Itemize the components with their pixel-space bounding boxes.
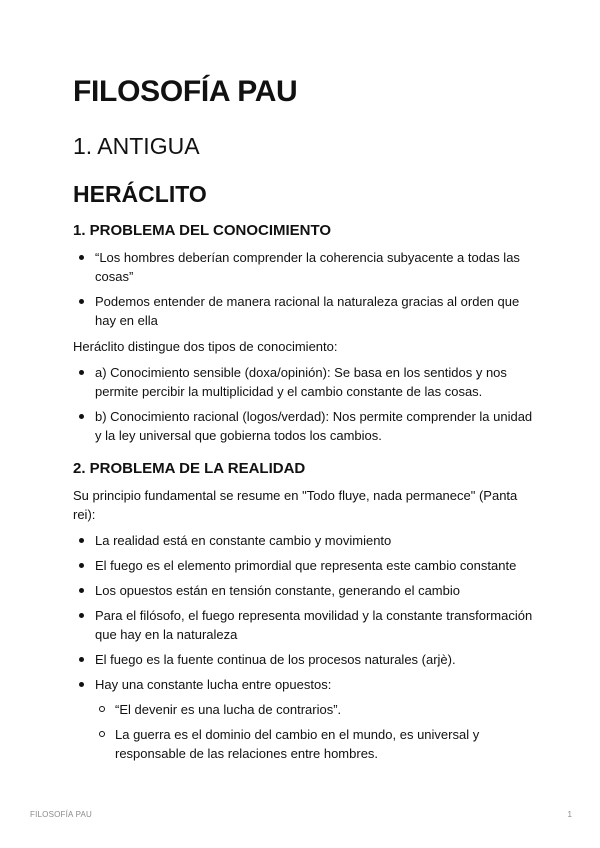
sub-list-item: La guerra es el dominio del cambio en el mundo, es universal y responsable de las relaciones entre hombres. xyxy=(95,725,533,763)
page-number: 1 xyxy=(567,810,572,819)
author-title: HERÁCLITO xyxy=(73,181,207,207)
document-title: FILOSOFÍA PAU xyxy=(73,75,298,108)
list-item: La realidad está en constante cambio y movimiento xyxy=(73,531,533,550)
document-body xyxy=(73,72,533,763)
part-title: 1. ANTIGUA xyxy=(73,133,200,159)
knowledge-types-list xyxy=(73,363,533,445)
footer-title: FILOSOFÍA PAU xyxy=(30,810,93,819)
list-item: El fuego es la fuente continua de los procesos naturales (arjè). xyxy=(73,650,533,669)
list-item: Podemos entender de manera racional la naturaleza gracias al orden que hay en ella xyxy=(73,292,533,330)
list-item-opuestos xyxy=(73,675,533,763)
list-item: Para el filósofo, el fuego representa movilidad y la constante transformación que hay en la naturaleza xyxy=(73,606,533,644)
list-item: El fuego es el elemento primordial que representa este cambio constante xyxy=(73,556,533,575)
sub-list-item: “El devenir es una lucha de contrarios”. xyxy=(95,700,533,719)
list-item-text: Hay una constante lucha entre opuestos: xyxy=(95,677,332,692)
section1-bullet-list xyxy=(73,248,533,330)
sub-bullet-list xyxy=(95,700,533,763)
list-item: Los opuestos están en tensión constante, generando el cambio xyxy=(73,581,533,600)
section2-intro: Su principio fundamental se resume en "Todo fluye, nada permanece" (Panta rei): xyxy=(73,488,518,522)
section-heading-realidad: 2. PROBLEMA DE LA REALIDAD xyxy=(73,460,306,477)
section1-intro: Heráclito distingue dos tipos de conocimiento: xyxy=(73,339,338,354)
list-item: a) Conocimiento sensible (doxa/opinión): Se basa en los sentidos y nos permite percibir la multiplicidad y el cambio constante de las cosas. xyxy=(73,363,533,401)
section2-bullet-list xyxy=(73,531,533,763)
list-item: “Los hombres deberían comprender la coherencia subyacente a todas las cosas” xyxy=(73,248,533,286)
list-item: b) Conocimiento racional (logos/verdad): Nos permite comprender la unidad y la ley universal que gobierna todos los cambios. xyxy=(73,407,533,445)
section-heading-conocimiento: 1. PROBLEMA DEL CONOCIMIENTO xyxy=(73,222,332,239)
